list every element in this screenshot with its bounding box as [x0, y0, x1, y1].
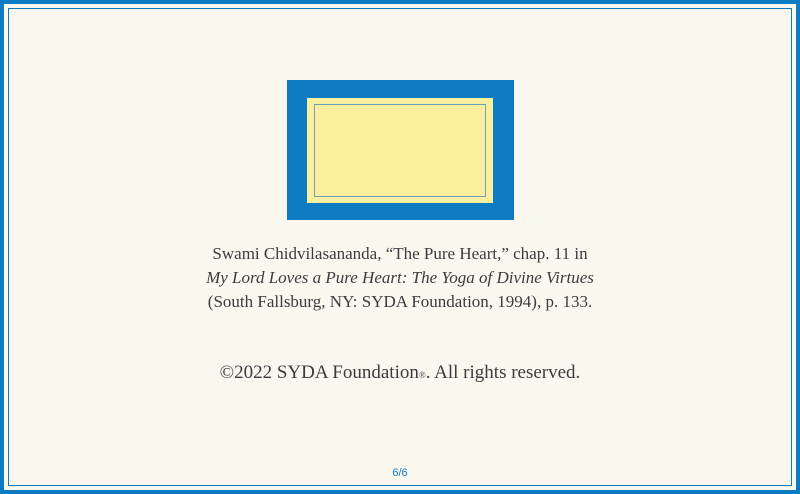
copyright-notice: [4, 361, 796, 385]
copyright-suffix: . All rights reserved.: [425, 362, 581, 383]
citation-block: [4, 242, 796, 314]
copyright-text: ©2022 SYDA Foundation: [219, 362, 419, 383]
citation-line-3: (South Fallsburg, NY: SYDA Foundation, 1994), p. 133.: [207, 292, 593, 311]
card-thumbnail-panel: [307, 98, 493, 203]
card-thumbnail-border: [314, 104, 486, 197]
page-indicator[interactable]: 6/6: [392, 467, 408, 479]
citation-line-1: Swami Chidvilasananda, “The Pure Heart,” chap. 11 in: [212, 244, 588, 263]
card-thumbnail: [287, 80, 514, 220]
registered-mark: ®: [418, 370, 426, 380]
citation-book-title: My Lord Loves a Pure Heart: The Yoga of Divine Virtues: [206, 268, 594, 287]
